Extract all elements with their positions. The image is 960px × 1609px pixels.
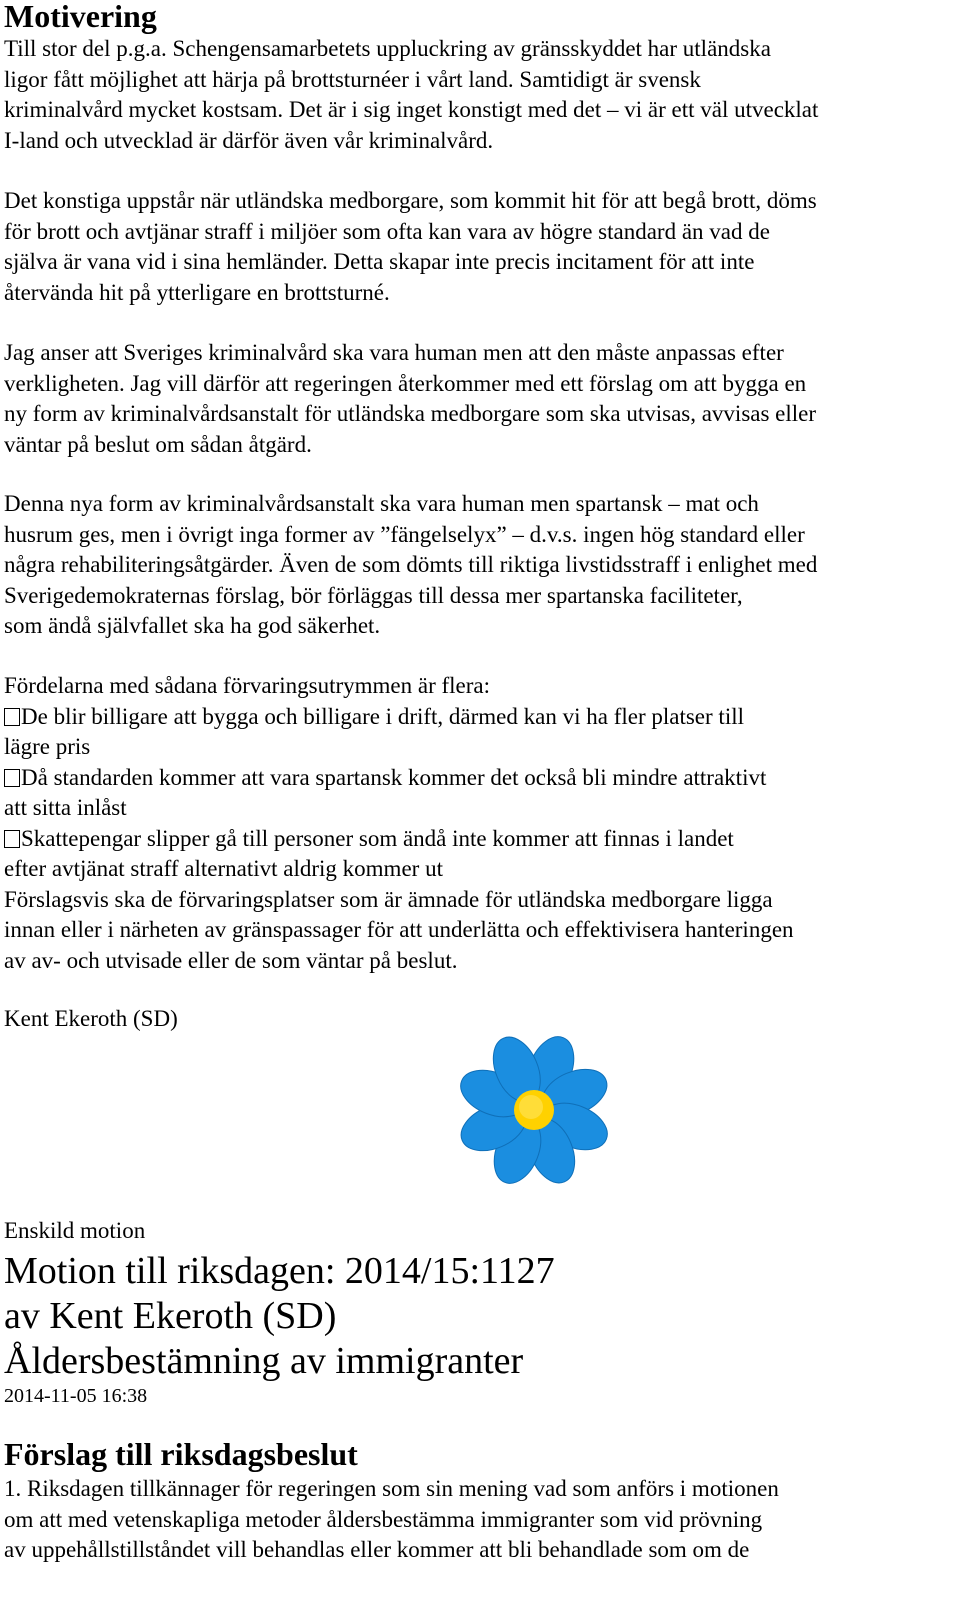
- text-line: innan eller i närheten av gränspassager för att underlätta och effektivisera hanteringen: [4, 917, 794, 942]
- text-line: 1. Riksdagen tillkännager för regeringen som sin mening vad som anförs i motionen: [4, 1476, 779, 1501]
- paragraph-foreign-citizens: [4, 186, 817, 308]
- list-item-continuation: lägre pris: [4, 734, 91, 759]
- text-line: ligor fått möjlighet att härja på brottsturnéer i vårt land. Samtidigt är svensk: [4, 66, 701, 92]
- text-line: I-land och utvecklad är därför även vår kriminalvård.: [4, 127, 494, 153]
- list-item: [4, 824, 794, 855]
- text-line: kriminalvård mycket kostsam. Det är i sig inget konstigt med det – vi är ett väl utvecklat: [4, 97, 819, 122]
- list-item: [4, 702, 794, 733]
- motion-type-text: Enskild motion: [4, 1218, 146, 1243]
- motion-title-subject: Åldersbestämning av immigranter: [4, 1340, 524, 1382]
- author-signature: [4, 1004, 178, 1035]
- text-line: några rehabiliteringsåtgärder. Även de som dömts till riktiga livstidsstraff i enlighet med: [4, 552, 818, 577]
- motion-title-author: av Kent Ekeroth (SD): [4, 1295, 337, 1337]
- text-line: för brott och avtjänar straff i miljöer som ofta kan vara av högre standard än vad de: [4, 218, 770, 244]
- text-line: återvända hit på ytterligare en brottsturné.: [4, 279, 390, 305]
- motion-type-label: [4, 1216, 145, 1247]
- text-line: som ändå självfallet ska ha god säkerhet.: [4, 613, 381, 638]
- list-item-text: De blir billigare att bygga och billigare i drift, därmed kan vi ha fler platser till: [21, 703, 744, 729]
- heading-forslag: Förslag till riksdagsbeslut: [4, 1436, 358, 1472]
- heading-motivering: Motivering: [4, 0, 157, 34]
- text-line: om att med vetenskapliga metoder åldersbestämma immigranter som vid prövning: [4, 1506, 763, 1532]
- advantages-section: [4, 671, 794, 976]
- text-line: Jag anser att Sveriges kriminalvård ska vara human men att den måste anpassas efter: [4, 340, 784, 365]
- sd-blue-flower-logo-icon: [456, 1030, 612, 1188]
- paragraph-spartan-facility: [4, 489, 817, 642]
- text-line: verkligheten. Jag vill därför att regeringen återkommer med ett förslag om att bygga en: [4, 370, 807, 396]
- text-line: själva är vana vid i sina hemländer. Detta skapar inte precis incitament för att inte: [4, 249, 755, 274]
- text-line: av av- och utvisade eller de som väntar på beslut.: [4, 947, 458, 973]
- checkbox-bullet-icon: [4, 708, 20, 726]
- text-line: Förslagsvis ska de förvaringsplatser som är ämnade för utländska medborgare ligga: [4, 886, 773, 912]
- motion-title-block: [4, 1249, 555, 1384]
- list-item-text: Då standarden kommer att vara spartansk kommer det också bli mindre attraktivt: [21, 764, 767, 790]
- advantages-intro: Fördelarna med sådana förvaringsutrymmen är flera:: [4, 673, 490, 698]
- text-line: väntar på beslut om sådan åtgärd.: [4, 431, 312, 457]
- list-item-continuation: att sitta inlåst: [4, 795, 127, 820]
- motion-datetime: 2014-11-05 16:38: [4, 1385, 148, 1407]
- text-line: husrum ges, men i övrigt inga former av ”fängelselyx” – d.v.s. ingen hög standard eller: [4, 521, 805, 547]
- paragraph-human-corrections: [4, 338, 816, 460]
- text-line: Till stor del p.g.a. Schengensamarbetets uppluckring av gränsskyddet har utländska: [4, 36, 771, 61]
- signature-text: Kent Ekeroth (SD): [4, 1006, 178, 1031]
- list-item-text: Skattepengar slipper gå till personer som ändå inte kommer att finnas i landet: [21, 825, 734, 851]
- motion-title-number: Motion till riksdagen: 2014/15:1127: [4, 1250, 555, 1292]
- checkbox-bullet-icon: [4, 769, 20, 787]
- flower-center-highlight: [519, 1095, 543, 1119]
- text-line: Sverigedemokraternas förslag, bör förläggas till dessa mer spartanska faciliteter,: [4, 582, 743, 608]
- text-line: ny form av kriminalvårdsanstalt för utländska medborgare som ska utvisas, avvisas eller: [4, 401, 817, 426]
- text-line: Det konstiga uppstår när utländska medborgare, som kommit hit för att begå brott, döms: [4, 188, 817, 213]
- list-item: [4, 763, 794, 794]
- text-line: Denna nya form av kriminalvårdsanstalt ska vara human men spartansk – mat och: [4, 491, 759, 516]
- text-line: av uppehållstillståndet vill behandlas eller kommer att bli behandlade som om de: [4, 1537, 750, 1562]
- list-item-continuation: efter avtjänat straff alternativt aldrig kommer ut: [4, 856, 443, 881]
- checkbox-bullet-icon: [4, 830, 20, 848]
- paragraph-forslag: [4, 1474, 779, 1566]
- paragraph-schengen: [4, 34, 818, 156]
